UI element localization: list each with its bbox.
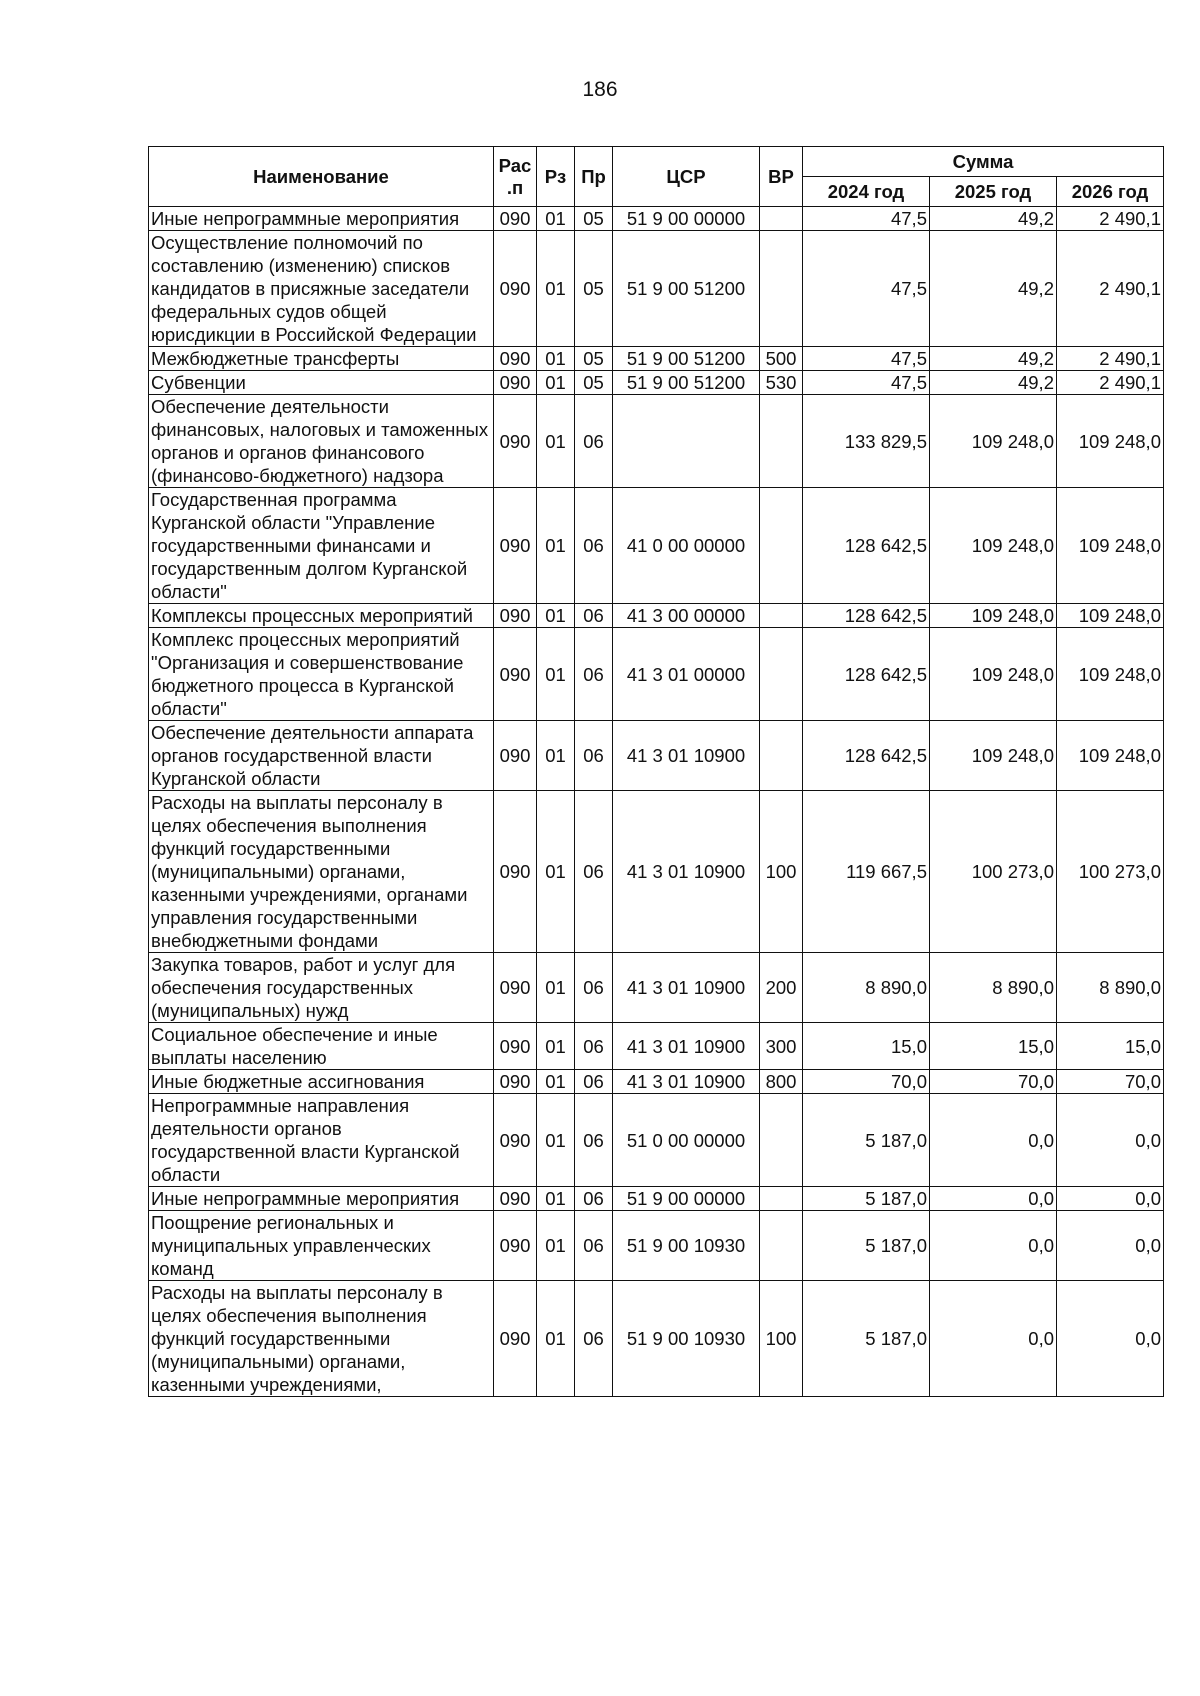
row-rasp: 090 (494, 1211, 537, 1281)
header-pr: Пр (575, 147, 613, 207)
row-rasp: 090 (494, 1281, 537, 1397)
header-2024: 2024 год (803, 177, 930, 207)
row-vr (760, 1187, 803, 1211)
row-pr: 06 (575, 791, 613, 953)
row-csr: 41 3 01 00000 (613, 628, 760, 721)
row-csr: 41 3 01 10900 (613, 1023, 760, 1070)
row-rasp: 090 (494, 791, 537, 953)
row-vr (760, 1211, 803, 1281)
row-csr: 41 3 01 10900 (613, 953, 760, 1023)
row-csr: 51 9 00 00000 (613, 207, 760, 231)
row-sum-2024: 5 187,0 (803, 1211, 930, 1281)
row-sum-2026: 0,0 (1057, 1281, 1164, 1397)
row-sum-2026: 0,0 (1057, 1211, 1164, 1281)
row-name: Расходы на выплаты персоналу в целях обеспечения выполнения функций государственными (муниципальными) органами, казенными учреждениями, (149, 1281, 494, 1397)
table-row (149, 231, 1164, 347)
budget-table (148, 146, 1164, 1397)
row-vr: 200 (760, 953, 803, 1023)
row-sum-2026: 2 490,1 (1057, 347, 1164, 371)
row-name: Обеспечение деятельности финансовых, налоговых и таможенных органов и органов финансового (финансово-бюджетного) надзора (149, 395, 494, 488)
row-rz: 01 (537, 628, 575, 721)
row-rz: 01 (537, 604, 575, 628)
row-rasp: 090 (494, 953, 537, 1023)
row-name: Иные бюджетные ассигнования (149, 1070, 494, 1094)
table-row (149, 1187, 1164, 1211)
row-sum-2026: 109 248,0 (1057, 604, 1164, 628)
row-rasp: 090 (494, 231, 537, 347)
row-sum-2026: 8 890,0 (1057, 953, 1164, 1023)
row-pr: 06 (575, 488, 613, 604)
row-pr: 06 (575, 1187, 613, 1211)
table-row (149, 1070, 1164, 1094)
row-sum-2024: 119 667,5 (803, 791, 930, 953)
row-csr: 51 9 00 51200 (613, 371, 760, 395)
row-rz: 01 (537, 1023, 575, 1070)
row-pr: 05 (575, 231, 613, 347)
row-vr: 300 (760, 1023, 803, 1070)
row-pr: 06 (575, 953, 613, 1023)
row-rz: 01 (537, 207, 575, 231)
row-sum-2025: 0,0 (930, 1094, 1057, 1187)
row-vr: 100 (760, 1281, 803, 1397)
row-sum-2026: 109 248,0 (1057, 721, 1164, 791)
row-vr: 530 (760, 371, 803, 395)
row-sum-2025: 0,0 (930, 1187, 1057, 1211)
row-sum-2026: 0,0 (1057, 1187, 1164, 1211)
row-sum-2024: 47,5 (803, 207, 930, 231)
row-sum-2024: 128 642,5 (803, 488, 930, 604)
header-csr: ЦСР (613, 147, 760, 207)
table-row (149, 488, 1164, 604)
row-sum-2024: 128 642,5 (803, 628, 930, 721)
row-sum-2025: 49,2 (930, 347, 1057, 371)
row-sum-2024: 15,0 (803, 1023, 930, 1070)
row-pr: 06 (575, 1070, 613, 1094)
row-pr: 05 (575, 347, 613, 371)
row-csr: 41 3 01 10900 (613, 721, 760, 791)
row-rasp: 090 (494, 604, 537, 628)
table-header (149, 147, 1164, 207)
row-csr: 51 9 00 10930 (613, 1211, 760, 1281)
row-csr: 41 3 01 10900 (613, 791, 760, 953)
row-rasp: 090 (494, 488, 537, 604)
row-name: Поощрение региональных и муниципальных управленческих команд (149, 1211, 494, 1281)
header-rz: Рз (537, 147, 575, 207)
table-row (149, 1211, 1164, 1281)
row-sum-2024: 128 642,5 (803, 721, 930, 791)
row-rasp: 090 (494, 1094, 537, 1187)
row-name: Субвенции (149, 371, 494, 395)
row-sum-2025: 100 273,0 (930, 791, 1057, 953)
row-sum-2025: 15,0 (930, 1023, 1057, 1070)
row-vr: 100 (760, 791, 803, 953)
row-sum-2026: 0,0 (1057, 1094, 1164, 1187)
row-sum-2024: 47,5 (803, 347, 930, 371)
row-rasp: 090 (494, 395, 537, 488)
row-vr (760, 488, 803, 604)
row-rasp: 090 (494, 1187, 537, 1211)
row-rz: 01 (537, 791, 575, 953)
row-pr: 06 (575, 1094, 613, 1187)
row-pr: 06 (575, 604, 613, 628)
row-rz: 01 (537, 395, 575, 488)
row-vr (760, 628, 803, 721)
row-sum-2026: 100 273,0 (1057, 791, 1164, 953)
row-sum-2024: 70,0 (803, 1070, 930, 1094)
table-row (149, 791, 1164, 953)
row-sum-2026: 109 248,0 (1057, 628, 1164, 721)
row-name: Иные непрограммные мероприятия (149, 207, 494, 231)
row-name: Межбюджетные трансферты (149, 347, 494, 371)
row-rasp: 090 (494, 207, 537, 231)
row-pr: 05 (575, 371, 613, 395)
row-vr (760, 1094, 803, 1187)
row-sum-2024: 5 187,0 (803, 1094, 930, 1187)
row-sum-2025: 49,2 (930, 231, 1057, 347)
table-body (149, 207, 1164, 1397)
row-csr: 41 0 00 00000 (613, 488, 760, 604)
table-row (149, 953, 1164, 1023)
page-number: 186 (582, 78, 618, 101)
row-sum-2025: 109 248,0 (930, 721, 1057, 791)
row-sum-2024: 8 890,0 (803, 953, 930, 1023)
row-pr: 06 (575, 1281, 613, 1397)
table-row (149, 207, 1164, 231)
row-sum-2026: 70,0 (1057, 1070, 1164, 1094)
row-vr (760, 231, 803, 347)
row-pr: 06 (575, 628, 613, 721)
row-sum-2025: 70,0 (930, 1070, 1057, 1094)
row-sum-2024: 47,5 (803, 371, 930, 395)
row-sum-2025: 0,0 (930, 1281, 1057, 1397)
row-vr (760, 721, 803, 791)
row-sum-2026: 109 248,0 (1057, 395, 1164, 488)
row-name: Расходы на выплаты персоналу в целях обеспечения выполнения функций государственными (муниципальными) органами, казенными учреждениями, органами управления государственными внебюджетными фондами (149, 791, 494, 953)
row-name: Осуществление полномочий по составлению (изменению) списков кандидатов в присяжные заседатели федеральных судов общей юрисдикции в Российской Федерации (149, 231, 494, 347)
row-sum-2024: 133 829,5 (803, 395, 930, 488)
row-sum-2025: 109 248,0 (930, 628, 1057, 721)
header-vr: ВР (760, 147, 803, 207)
row-vr (760, 604, 803, 628)
header-name: Наименование (149, 147, 494, 207)
row-sum-2025: 49,2 (930, 371, 1057, 395)
row-sum-2024: 47,5 (803, 231, 930, 347)
table-row (149, 371, 1164, 395)
row-pr: 06 (575, 721, 613, 791)
row-name: Социальное обеспечение и иные выплаты населению (149, 1023, 494, 1070)
row-name: Иные непрограммные мероприятия (149, 1187, 494, 1211)
table-row (149, 1094, 1164, 1187)
row-sum-2025: 8 890,0 (930, 953, 1057, 1023)
row-sum-2025: 109 248,0 (930, 488, 1057, 604)
header-2026: 2026 год (1057, 177, 1164, 207)
row-vr (760, 395, 803, 488)
row-csr: 51 9 00 10930 (613, 1281, 760, 1397)
row-csr: 51 9 00 51200 (613, 347, 760, 371)
row-sum-2024: 5 187,0 (803, 1281, 930, 1397)
header-sum: Сумма (803, 147, 1164, 177)
row-rz: 01 (537, 1070, 575, 1094)
row-name: Обеспечение деятельности аппарата органов государственной власти Курганской области (149, 721, 494, 791)
row-csr: 51 9 00 00000 (613, 1187, 760, 1211)
row-name: Непрограммные направления деятельности органов государственной власти Курганской области (149, 1094, 494, 1187)
row-sum-2025: 0,0 (930, 1211, 1057, 1281)
table-row (149, 721, 1164, 791)
row-sum-2026: 15,0 (1057, 1023, 1164, 1070)
row-rasp: 090 (494, 1023, 537, 1070)
header-rasp: Рас .п (494, 147, 537, 207)
row-name: Закупка товаров, работ и услуг для обеспечения государственных (муниципальных) нужд (149, 953, 494, 1023)
row-name: Комплексы процессных мероприятий (149, 604, 494, 628)
row-rz: 01 (537, 1187, 575, 1211)
row-sum-2026: 2 490,1 (1057, 207, 1164, 231)
row-sum-2024: 5 187,0 (803, 1187, 930, 1211)
row-rz: 01 (537, 488, 575, 604)
row-rz: 01 (537, 347, 575, 371)
row-rasp: 090 (494, 371, 537, 395)
row-csr: 41 3 00 00000 (613, 604, 760, 628)
row-rz: 01 (537, 1211, 575, 1281)
row-name: Комплекс процессных мероприятий "Организация и совершенствование бюджетного процесса в Курганской области" (149, 628, 494, 721)
header-2025: 2025 год (930, 177, 1057, 207)
row-sum-2024: 128 642,5 (803, 604, 930, 628)
row-rasp: 090 (494, 721, 537, 791)
row-rz: 01 (537, 1094, 575, 1187)
table-row (149, 1281, 1164, 1397)
table-row (149, 1023, 1164, 1070)
row-vr: 500 (760, 347, 803, 371)
row-name: Государственная программа Курганской области "Управление государственными финансами и государственным долгом Курганской области" (149, 488, 494, 604)
row-rasp: 090 (494, 347, 537, 371)
row-vr: 800 (760, 1070, 803, 1094)
row-csr: 41 3 01 10900 (613, 1070, 760, 1094)
row-rz: 01 (537, 371, 575, 395)
row-sum-2026: 2 490,1 (1057, 231, 1164, 347)
row-sum-2025: 109 248,0 (930, 395, 1057, 488)
row-rasp: 090 (494, 628, 537, 721)
row-sum-2026: 109 248,0 (1057, 488, 1164, 604)
row-pr: 06 (575, 1211, 613, 1281)
table-row (149, 628, 1164, 721)
row-rz: 01 (537, 231, 575, 347)
row-sum-2025: 109 248,0 (930, 604, 1057, 628)
row-rz: 01 (537, 1281, 575, 1397)
row-csr (613, 395, 760, 488)
row-rz: 01 (537, 721, 575, 791)
row-pr: 05 (575, 207, 613, 231)
table-row (149, 395, 1164, 488)
table-row (149, 604, 1164, 628)
row-rz: 01 (537, 953, 575, 1023)
row-csr: 51 0 00 00000 (613, 1094, 760, 1187)
row-vr (760, 207, 803, 231)
row-pr: 06 (575, 1023, 613, 1070)
row-sum-2026: 2 490,1 (1057, 371, 1164, 395)
table-row (149, 347, 1164, 371)
row-csr: 51 9 00 51200 (613, 231, 760, 347)
row-pr: 06 (575, 395, 613, 488)
row-rasp: 090 (494, 1070, 537, 1094)
row-sum-2025: 49,2 (930, 207, 1057, 231)
